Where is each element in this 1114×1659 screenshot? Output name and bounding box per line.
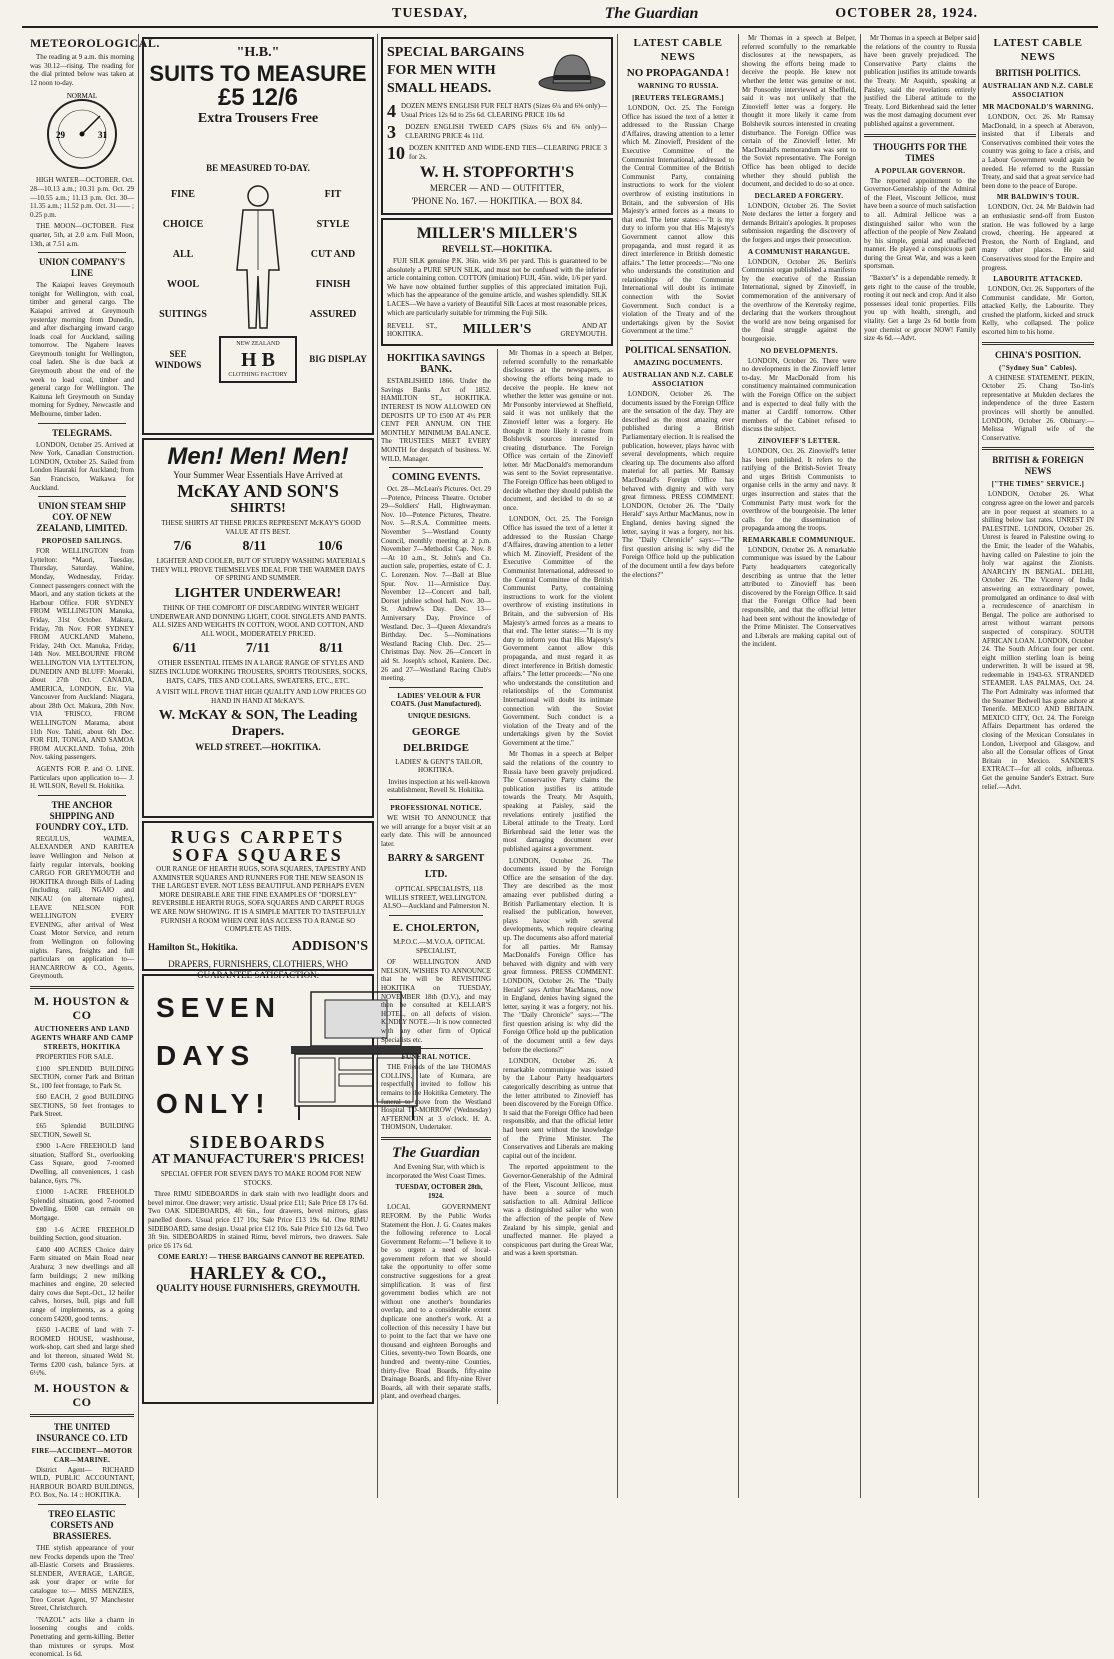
- professional-notice: PROFESSIONAL NOTICE.: [390, 803, 482, 812]
- hb-right-list: FIT STYLE CUT AND FINISH ASSURED: [309, 189, 357, 320]
- underwear-prices: 6/11 7/11 8/11: [172, 641, 344, 657]
- warning-to-russia: WARNING TO RUSSIA.: [637, 82, 719, 90]
- union-company-heading: UNION COMPANY'S LINE: [38, 257, 126, 279]
- underwear-text: THINK OF THE COMFORT OF DISCARDING WINTER WEIGHT UNDERWEAR AND DONNING LIGHT, COOL SINGLETS AND PANTS. ALL SIZES AND WEIGHTS IN COTTON, WOOL AND COTTON, AND ALL WOOL, MODERATELY PRICED.: [149, 603, 367, 638]
- times-service-tag: ["THE TIMES" SERVICE.]: [991, 480, 1085, 489]
- article-text: LONDON, Oct. 26. Mr Ramsay MacDonald, in a speech at Aberavon, insisted that if Liberals and Conservatives combined their votes the country was going to face a crisis, and a Labour Government would again be needed. He referred to the Russian Treaty, and said that a great service had been done to the peace of Europe.: [982, 113, 1094, 190]
- harley-sideboards-advert: [142, 974, 374, 1404]
- labourite-attacked-heading: LABOURITE ATTACKED.: [993, 275, 1083, 284]
- barry-name: BARRY & SARGENT LTD.: [387, 853, 485, 881]
- article-text: LONDON, October 26. A remarkable communique was issued by the Labour Party headquarters categorically describing as untrue that the letter attributed to Zinovieff has been discovered by the Foreign Office. It said that the Foreign Office had been responsible, and that the official letter had been sent without the knowledge of the Prime Minister. The Conservatives and Liberals are making capital out of the incident.: [742, 545, 856, 649]
- list-item: £80 1-6 ACRE FREEHOLD building Section, good situation.: [30, 1225, 134, 1243]
- nazol-text: "NAZOL" acts like a charm in loosening coughs and colds. Penetrating and germ-killing. Better than mixtures or syrups. Most economical. 1s 6d.: [30, 1615, 134, 1659]
- cholerton-name: E. CHOLERTON,: [392, 922, 480, 935]
- cable-association-tag: AUSTRALIAN AND N.Z. CABLE ASSOCIATION: [622, 371, 734, 389]
- men-men-men-title: Men! Men! Men!: [167, 443, 349, 470]
- declared-forgery-heading: DECLARED A FORGERY.: [754, 191, 844, 200]
- lighter-text: LIGHTER AND COOLER, BUT OF STURDY WASHING MATERIALS THEY WILL PROVE THEMSELVES IDEAL FOR THE WARMER DAYS OF SPRING AND SUMMER.: [150, 557, 366, 583]
- seven-days-only: SEVEN DAYS ONLY!: [156, 992, 281, 1119]
- harley-name: HARLEY & CO.,: [189, 1262, 327, 1283]
- column-divider: [738, 34, 739, 1498]
- visit-text: A VISIT WILL PROVE THAT HIGH QUALITY AND LOW PRICES GO HAND IN HAND AT McKAY'S.: [155, 688, 367, 705]
- insurance-agent: District Agent— RICHARD WILD, PUBLIC ACCOUNTANT, HARBOUR BOARD BUILDINGS, P.O. Box, No. 14 :: HOKITIKA.: [30, 1465, 134, 1500]
- gauge-right-label: 31: [98, 130, 107, 141]
- column-divider: [617, 34, 618, 1498]
- mckay-subtitle: Your Summer Wear Essentials Have Arrived at: [173, 470, 343, 480]
- millers-footer-left: REVELL ST., HOKITIKA.: [387, 321, 437, 339]
- union-company-text: The Kaiapoi leaves Greymouth tonight for Wellington, with coal, timber and general cargo. The Kaiapoi arrived at Greymouth yesterday morning from Dunedin, and after discharging inward cargo loads coal for Auckland, sailing tomorrow. The Ngahere leaves Greymouth tonight for Wellington, coal laden. She is due back at Greymouth about the end of the week to load coal, timber and general cargo for Wellington. The Kaituna left Greymouth on Sunday morning for Sydney, Newcastle and Melbourne, timber laden.: [30, 281, 134, 419]
- millers-advert: [381, 218, 613, 346]
- column-divider: [377, 34, 378, 1498]
- article-text: LONDON, Oct. 24. Mr Baldwin had an enthusiastic send-off from Euston station. He was followed by a large crowd, cheering. He appeared at Preston, the North of England, and many other places. He said Conservatives stood for the Empire and progress.: [982, 203, 1094, 272]
- list-item: £1000 1-ACRE FREEHOLD Splendid situation, good 7-roomed Dwelling, £600 can remain on Mortgage.: [30, 1188, 134, 1222]
- thoughts-for-the-times-heading: THOUGHTS FOR THE TIMES: [873, 141, 967, 163]
- telegrams-text: LONDON, October 25. Arrived at New York, Canadian Construction. LONDON, October 25. Sailed from London Hauraki for Auckland; from San Francisco, Waikawa for Auckland.: [30, 440, 134, 492]
- corsets-heading: TREO ELASTIC CORSETS AND BRASSIERES.: [48, 1509, 116, 1542]
- masthead-paper-title: The Guardian: [604, 5, 699, 22]
- latest-cable-news-heading: LATEST CABLE NEWS: [633, 37, 723, 63]
- stopforth-advert: [381, 37, 613, 215]
- mckay-advert: [142, 438, 374, 818]
- millers-footer-right: AND AT GREYMOUTH.: [560, 321, 607, 339]
- communist-harangue-heading: A COMMUNIST HARANGUE.: [747, 247, 851, 256]
- article-text: LONDON, October 26. Berlin's Communist organ published a manifesto by the executive of the Russian International, signed by Zinovieff, in commemoration of the anniversary of the overthrow of the Kerensky regime, declaring that the workers throughout the world are now being organised for the final struggle against the bourgeoisie.: [742, 257, 856, 343]
- column-7: [982, 34, 1094, 1498]
- column-3-news-text: Mr Thomas in a speech at Belper, referred scornfully to the remarkable disclosures at the newspapers, as showing the efforts being made to deceive the people. He knew not whether the letter was genuine or not. Mr Ponsonby interviewed at Sheffield, said it was not unlikely that the Zinovieff letter was a forgery. He thought it more likely it came from Bolshevik sources interested in creating disturbance. The Foreign Office was certain of the Zinovieff letter. Mr MacDonald's memorandum was sent to the Soviet representative. The Foreign Office has been obliged to decide whether they should publish the document, and decided to do so at once. LONDON, Oct. 25. The Foreign Office has issued the text of a letter it addressed to the Russian Charge d'Affaires, drawing attention to a letter which M. Zinovieff, President of the Executive Committee of the Communist International, addressed to the Central Committee of the British Communist Party, containing instructions to work for the violent overthrow of existing institutions in Britain, and the subversion of His Majesty's armed forces as a means to that end. The letter states:—"It is my duty to inform you that His Majesty's Government cannot allow this propaganda, and must regard it as direct interference in British domestic affairs." The letter proceeds:—"No one who understands the constitution and relationships of the Communist International will doubt its intimate connection with the Soviet Government. Such conduct is a violation of the Treaty and of the undertakings given by the Soviet Government at the time." Mr Thomas in a speech at Belper said the relations of the country to Russia have been gravely prejudiced. The Conservative Party claims the publication justifies its attitude towards the Treaty. Mr Asquith, speaking at Paisley, said the revelations entirely justified the Liberal attitude to the Treaty. Lord Birkenhead said the letter was the most damaging document ever published against a government. LONDON, October 26. The documents issued by the Foreign Office are the sensation of the day. They are described as the most amazing ever published during a British Parliamentary election. It is realised the publication, however, plays havoc with several developments, which require clearing up. The documents also afford material for all parties. Mr Ramsay MacDonald's Foreign Office has behaved with dignity and with very great firmness. PRESS COMMENT. LONDON, October 26. The "Daily Herald" says Arthur MacManus, now in England, denies having signed the letter, saying it was a forgery, not his. The "Daily Chronicle" says:—"The first question arising is: why did the Foreign Office hold up the publication of the document until a few days before the elections?" LONDON, October 26. A remarkable communique was issued by the Labour Party headquarters categorically describing as untrue that the letter attributed to Zinovieff has been discovered by the Foreign Office. It said that the Foreign Office had been responsible, and that the official letter had been sent without the knowledge of the Prime Minister. The Conservatives and Liberals are making capital out of the incident. The reported appointment to the Governor-Generalship of the Admiral of the Fleet, Viscount Jellicoe, must have been a source of much satisfaction to all. Admiral Jellicoe was a distinguished sailor who won the affection of the people of New Zealand by his simple, genial and unaffected manner. He played a conspicuous part during the Great War, and was a keen sportsman.: [497, 349, 613, 1404]
- british-foreign-news-heading: BRITISH & FOREIGN NEWS: [992, 455, 1084, 477]
- shirts-heading: SHIRTS!: [230, 501, 286, 516]
- reuters-tag: [REUTERS TELEGRAMS.]: [632, 94, 724, 102]
- hb-quote: "H.B.": [236, 45, 280, 60]
- cholerton-text: OF WELLINGTON AND NELSON, WISHES TO ANNOUNCE that he will be REVISITING HOKITIKA on TUESDAY, NOVEMBER 18th (D.V.), and may then be consulted at KELLAR'S HOTEL, on all defects of vision. KINDLY NOTE.—It is now connected with any other firm of Optical Specialists etc.: [381, 958, 491, 1044]
- no-propaganda-heading: NO PROPAGANDA !: [626, 67, 730, 79]
- ladies-coats: LADIES' VELOUR & FUR COATS. (Just Manufactured).: [390, 691, 482, 709]
- addison-location: Hamilton St., Hokitika.: [148, 941, 238, 952]
- high-water-text: HIGH WATER—OCTOBER. Oct. 28—10.13 a.m.; 10.31 p.m. Oct. 29—10.55 a.m.; 11.13 p.m. Oct. 30—11.35 a.m.; 11.52 p.m. Oct. 31—— ; 0.25 p.m.: [30, 176, 134, 219]
- hb-measure: BE MEASURED TO-DAY.: [206, 163, 310, 173]
- barry-sub: OPTICAL SPECIALISTS, 118 WILLIS STREET, WELLINGTON. ALSO—Auckland and Palmerston N.: [382, 885, 490, 911]
- man-in-suit-icon: [223, 180, 293, 330]
- list-item: £60 EACH, 2 good BUILDING SECTIONS, 50 feet frontages to Park Street.: [30, 1093, 134, 1119]
- millers-heading: MILLER'S MILLER'S: [416, 225, 578, 242]
- sydney-sun-tag: ("Sydney Sun" Cables).: [999, 363, 1077, 372]
- chinas-position-heading: CHINA'S POSITION.: [994, 349, 1082, 360]
- column-2: [142, 34, 374, 1498]
- hb-price: £5 12/6: [217, 84, 299, 111]
- baxters-advert-text: "Baxter's" is a dependable remedy. It gets right to the cause of the trouble, rooting it out neck and crop. And it also possesses ideal tonic properties. Fills you up with health, strength, and vitality. Get a large 2s 6d bottle from your chemist or grocer NOW! Family size 4s 6d.—Advt.: [864, 274, 976, 343]
- list-item: 3 DOZEN ENGLISH TWEED CAPS (Sizes 6¼ and 6⅜ only)—CLEARING PRICE 4s 11d.: [387, 122, 607, 142]
- stopforth-sub: MERCER — AND — OUTFITTER,: [429, 183, 565, 193]
- list-item: £100 SPLENDID BUILDING SECTION, corner Park and Brittan St., 100 feet frontage, to Park St.: [30, 1064, 134, 1090]
- addisons-advert: [142, 821, 374, 980]
- hb-left-list: FINE CHOICE ALL WOOL SUITINGS: [159, 189, 207, 320]
- article-text: LONDON, October 26. There were no developments in the Zinovieff letter to-day. Mr MacDonald from his constituency maintained communication with the Foreign Office on the subject and is expected to deal fully with the matter at Cardiff tomorrow. Other members of the Cabinet refused to discuss the subject.: [742, 356, 856, 434]
- moon-text: THE MOON—OCTOBER. First quarter, 5th, at 2.0 a.m. Full Moon, 13th, at 7.51 a.m.: [30, 222, 134, 248]
- barry-text: WE WISH TO ANNOUNCE that we will arrange for a buyer visit at an early date. This will be announced later.: [381, 813, 491, 848]
- telegrams-heading: TELEGRAMS.: [52, 427, 112, 438]
- delbridge-sub: LADIES' & GENT'S TAILOR, HOKITIKA.: [395, 757, 483, 775]
- column-3: [381, 34, 613, 1498]
- millers-footer-center: MILLER'S: [462, 322, 532, 338]
- political-sensation-heading: POLITICAL SENSATION.: [625, 345, 731, 356]
- article-text: LONDON, October 26. What congress agree on the lower and parcels are in poor request at steamers to a shilling below last rates. UNREST IN PALESTINE. LONDON, October 26. Unrest is feared in Palestine owing to the Emir, the leader of the Wahabis, having called on Palestine to join the holy war against the Zionists. ANARCHY IN BENGAL. DELHI, October 26. The Viceroy of India answering an extraordinary power, promulgated an ordinance to deal with a recrudescence of anarchism in Bengal. The police are authorised to arrest without warrant persons suspected of conspiracy. SOUTH AFRICAN LOAN. LONDON, October 24. The South African four per cent. eight million sterling loan is being underwritten. It will be issued at 98, redeemable in 1943-63. STRANDED STEAMER. LAS PALMAS, Oct. 24. The Port Admiralty was informed that the Steamer Bedwell has gone ashore at Tenerife. MEXICO AND BRITAIN. MEXICO CITY, Oct. 24. The Foreign Affairs Department has ordered the closing of the Mexican Consulates in London, Liverpool and Glasgow, and also all the Consular offices of Great Britain in Mexico. SANDER'S EXTRACT—for all colds, influenza. Get the genuine Sander's Extract. Sure relief.—Advt.: [982, 490, 1094, 791]
- zinovieffs-letter-heading: ZINOVIEFF'S LETTER.: [757, 436, 841, 445]
- anchor-shipping-heading: THE ANCHOR SHIPPING AND FOUNDRY COY., LTD.: [35, 799, 129, 832]
- mckay-shop-name: McKAY AND SON'S: [177, 481, 339, 501]
- sofa-squares-heading: SOFA SQUARES: [172, 845, 344, 865]
- stopforth-name: W. H. STOPFORTH'S: [419, 164, 575, 181]
- sideboards-subheading: AT MANUFACTURER'S PRICES!: [151, 1152, 365, 1167]
- shirts-text: THESE SHIRTS AT THESE PRICES REPRESENT McKAY'S GOOD VALUE AT ITS BEST.: [161, 519, 361, 536]
- shirt-prices: 7/6 8/11 10/6: [173, 539, 343, 555]
- union-steam-ship-heading: UNION STEAM SHIP COY. OF NEW ZEALAND, LIMITED.: [36, 501, 128, 534]
- houston-heading: M. HOUSTON & CO: [33, 993, 131, 1022]
- funeral-notice-heading: FUNERAL NOTICE.: [401, 1053, 471, 1062]
- column-6: [864, 34, 976, 1498]
- article-text: LONDON, Oct. 25. The Foreign Office has issued the text of a letter it addressed to the Russian Charge d'Affaires, drawing attention to a letter which M. Zinovieff, President of the Executive Committee of the Communist International, addressed to the Central Committee of the British Communist Party, containing instructions to work for the violent overthrow of existing institutions in Britain, and the subversion of His Majesty's armed forces as a means to that end. The letter states:—"It is my duty to inform you that His Majesty's Government cannot allow this propaganda, and must regard it as direct interference in British domestic affairs." The letter proceeds:—"No one who understands the constitution and relationships of the Communist International will doubt its intimate connection with the Soviet Government. Such conduct is a violation of the Treaty and of the undertakings given by the Soviet Government at the time.": [622, 104, 734, 336]
- savings-bank-heading: HOKITIKA SAVINGS BANK.: [387, 353, 485, 376]
- special-sub-1: FOR MEN WITH: [387, 63, 496, 78]
- hb-suits-advert: [142, 37, 374, 435]
- masthead-day: TUESDAY,: [392, 6, 468, 21]
- mckay-footer: W. McKAY & SON, The Leading Drapers.: [158, 708, 358, 740]
- article-text: Mr Thomas in a speech at Belper said the relations of the country to Russia have been gravely prejudiced. The Conservative Party claims the publication justifies its attitude towards the Treaty. Mr Asquith, speaking at Paisley, said the revelations entirely justified the Liberal attitude to the Treaty. Lord Birkenhead said the letter was the most damaging document ever published against a government.: [864, 34, 976, 128]
- list-item: £65 Splendid BUILDING SECTION, Sewell St.: [30, 1122, 134, 1139]
- column-divider: [860, 34, 861, 1498]
- meteorological-text: The reading at 9 a.m. this morning was 30.12—rising. The reading for the dial printed below was taken at 12 noon to-day.: [30, 53, 134, 87]
- hb-logo: NEW ZEALAND H B CLOTHING FACTORY: [219, 336, 297, 383]
- delbridge-name: GEORGE DELBRIDGE: [402, 725, 470, 754]
- column-divider: [978, 34, 979, 1498]
- mckay-street: WELD STREET.—HOKITIKA.: [195, 742, 321, 753]
- sailings-agent: AGENTS FOR P. and O. LINE. Particulars upon application to— J. H. WILSON, Revell St. Hokitika.: [30, 765, 134, 791]
- come-early: COME EARLY! — THESE BARGAINS CANNOT BE REPEATED.: [157, 1253, 365, 1262]
- houston-subheading: AUCTIONEERS AND LAND AGENTS WHARF AND CAMP STREETS, HOKITIKA: [30, 1024, 134, 1051]
- houston-property-list: [30, 1053, 134, 1378]
- sideboards-text: Three RIMU SIDEBOARDS in dark stain with two leadlight doors and bevel mirror. One drawer; very artistic. Usual price £11; Sale Price £8 17s 6d. Two OAK SIDEBOARDS, 4ft 6in., four drawers, bevel mirrors, glass panelled doors. Usual price £17 10s; Sale Price £13 19s 6d. One RIMU SIDEBOARD, same design. Usual price £12 10s. Sale Price £10 12s 6d. Two 3ft 9in. SIDEBOARDS in stained Rimu, bevel mirrors, two drawers. Sale price £6 17s 6d.: [148, 1190, 368, 1250]
- corsets-text: THE stylish appearance of your new Frocks depends upon the 'Treo' all-Elastic Corsets and Brassieres. SLENDER, AVERAGE, LARGE, ask your draper or write for catalogue to:— MISS MENZIES, Treo Corset Agent, 97 Manchester Street, Christchurch.: [30, 1544, 134, 1613]
- list-item: £900 1-Acre FREEHOLD land situation, Stafford St., overlooking Cass Square, good 7-roomed Dwelling, all conveniences, 1 cash balance, 6yrs. 7%.: [30, 1142, 134, 1185]
- cable-association-tag: AUSTRALIAN AND N.Z. CABLE ASSOCIATION: [982, 82, 1094, 99]
- amazing-documents: AMAZING DOCUMENTS.: [633, 359, 723, 368]
- millers-sub: REVELL ST.—HOKITIKA.: [441, 244, 553, 254]
- insurance-subheading: FIRE—ACCIDENT—MOTOR CAR—MARINE.: [31, 1446, 133, 1464]
- insurance-heading: THE UNITED INSURANCE CO. LTD: [36, 1421, 128, 1443]
- underwear-heading: LIGHTER UNDERWEAR!: [174, 585, 342, 601]
- special-bargains-heading: SPECIAL BARGAINS: [387, 45, 525, 60]
- special-sub-2: SMALL HEADS.: [387, 81, 492, 96]
- macdonald-warning-heading: MR MACDONALD'S WARNING.: [982, 103, 1094, 111]
- rugs-text: OUR RANGE OF HEARTH RUGS, SOFA SQUARES, TAPESTRY AND AXMINSTER SQUARES AND RUNNERS FOR THE NEW SEASON IS THE LARGEST EVER. NOT LESS BEAUTIFUL AND PERHAPS EVEN MORE DESIRABLE ARE THE FINE EXAMPLES OF "DORSLEY" REVERSIBLE HEARTH RUGS, SOFA SQUARES AND CARPET RUGS WE ARE NOW SHOWING. IT IS A SIMPLE MATTER TO TASTEFULLY FURNISH A ROOM WHEN ONE HAS ACCESS TO A RANGE SO COMPLETE AS THIS.: [150, 865, 366, 934]
- list-item: £400 400 ACRES Choice dairy Farm situated on Main Road near Arahura; 3 new dwellings and all farm buildings; 2 new milking machines and engine, 20 selected dairy cows due Sept.-Oct., 12 heifer calves, horses, bull, pigs and full range of implements, as a going concern £4200, good terms.: [30, 1245, 134, 1323]
- article-text: A CHINESE STATEMENT. PEKIN, October 25. Chang Tso-lin's representative at Mukden declares the independence of the three Eastern provinces will shortly be annulled. LONDON, October 26. Obituary:—Melissa Wignall wife of the Conservative.: [982, 373, 1094, 442]
- article-text: LONDON, October 26. The Soviet Note declares the letter a forgery and demands Britain's apologies. It proposes submission regarding the discovery of the forgers and urges their prosecution.: [742, 201, 856, 245]
- list-item: 4 DOZEN MEN'S ENGLISH FUR FELT HATS (Sizes 6¼ and 6⅜ only)—Usual Prices 12s 6d to 25s 6d. CLEARING PRICE 10s 6d: [387, 101, 607, 121]
- rugs-carpets-heading: RUGS CARPETS: [170, 827, 346, 847]
- british-politics-heading: BRITISH POLITICS.: [995, 68, 1081, 78]
- masthead: [22, 2, 1098, 28]
- guardian-editorial-title: The Guardian: [392, 1144, 480, 1161]
- hat-icon: [537, 49, 607, 93]
- article-text: The reported appointment to the Governor-Generalship of the Admiral of the Fleet, Viscount Jellicoe, must have been a source of much satisfaction to all. Admiral Jellicoe was a distinguished sailor who won the affection of the people of New Zealand by his simple, genial and unaffected manner. He played a conspicuous part during the Great War, and was a keen sportsman.: [864, 176, 976, 271]
- coming-events-text: Oct. 28—McLean's Pictures. Oct. 29—Potence, Princess Theatre. October 29—Soldiers' Hall, Highwayman. Nov. 10—Potence Pictures, Theatre. Nov. 5—R.S.A. Committee meets. November 5—Westland County Council, monthly meeting at 2 p.m. November 7—Methodist Cap. Nov. 8—At 10 a.m., St. John's and Co. auction sale, properties, estate of C. J. C. Lorenzen. Nov. 7—Ball at Blue Spur. Nov. 11—Armistice Day. November 12—Concert and ball, Dorset jubilee school hall. Nov. 30—St. Andrew's Day. Dec. 13—Anniversary Day, Province of Westland. Dec. 3—Queen Alexandra's Birthday. Dec. 5—Nominations Westland Racing Club. Dec. 25—Christmas Day. Nov. 26—Concert in aid St. Joseph's school, Kaniere. Dec. 26 and 27—Westland Racing Club's meeting.: [381, 485, 491, 683]
- column-divider: [138, 34, 139, 1498]
- gauge-normal-label: NORMAL: [66, 92, 98, 101]
- other-essentials-text: OTHER ESSENTIAL ITEMS IN A LARGE RANGE OF STYLES AND SIZES INCLUDE WORKING TROUSERS, SPORTS TROUSERS, SOCKS, HATS, CAPS, TIES AND COLLARS, SWEATERS, ETC., ETC.: [149, 659, 367, 685]
- column-5: [742, 34, 856, 1498]
- popular-governor-heading: A POPULAR GOVERNOR.: [874, 166, 966, 175]
- sailings-text: FOR WELLINGTON from Lyttelton: *Maori, Tuesday, Thursday, Saturday. Wahine, Monday, Wednesday, Friday. Connect passengers connect with the Maori, and any station tickets at the Harbour Office. FOR SYDNEY FROM WELLINGTON Manuka, Friday, 31st October. Makura, Friday, 7th Nov. FOR SYDNEY FROM AUCKLAND Maheno, Friday, 24th Oct. Manuka, Friday, 14th Nov. MELBOURNE FROM WELLINGTON VIA LYTTELTON, DUNEDIN AND BLUFF: Moeraki, about 27th Oct. CANADA, AMERICA, LONDON, Etc. Via Vancouver from Auckland: Niagara, about 28th Oct. Makura, 20th Nov. VIA 'FRISCO, FROM WELLINGTON Marama, about 11th Nov. Tahiti, about 6th Dec. FOR FIJI, TONGA, AND SAMOA FROM AUCKLAND. Tofua, 20th Nov. taking passengers.: [30, 547, 134, 762]
- column-1: [30, 34, 160, 1659]
- article-text: LONDON, Oct. 26. Zinovieff's letter has been published. It refers to the ratifying of the British-Soviet Treaty and urges British Communists to organise cells in the army and navy. It urges insurrection and states that the Communist Party must work for the overthrow of the bourgeoisie. The letter calls for the dissemination of propaganda among the troops.: [742, 446, 856, 533]
- cholerton-sub: M.P.O.C.—M.V.O.A. OPTICAL SPECIALIST,: [393, 938, 485, 955]
- list-item: £650 1-ACRE of land with 7-ROOMED HOUSE, washhouse, work-shop, cart shed and large shed and lot thereon, situated Weld St. Terms £200 cash, balance 5yrs. at 6½%.: [30, 1326, 134, 1378]
- houston-footer: M. HOUSTON & CO: [33, 1380, 131, 1409]
- list-item: PROPERTIES FOR SALE.: [36, 1052, 114, 1061]
- addison-subtitle: DRAPERS, FURNISHERS, CLOTHIERS, WHO GUARANTEE SATISFACTION.: [168, 958, 348, 980]
- masthead-date: OCTOBER 28, 1924.: [835, 6, 978, 21]
- stopforth-phone: 'PHONE No. 167. — HOKITIKA. — BOX 84.: [411, 196, 583, 206]
- remarkable-communique-heading: REMARKABLE COMMUNIQUE.: [742, 535, 856, 544]
- addison-name: ADDISON'S: [291, 938, 368, 954]
- guardian-editorial-sub: And Evening Star, with which is incorporated the West Coast Times.: [386, 1162, 486, 1180]
- hb-big-display: BIG DISPLAY: [309, 354, 367, 365]
- no-developments-heading: NO DEVELOPMENTS.: [760, 346, 838, 355]
- column-4: [622, 34, 734, 1498]
- coming-events-heading: COMING EVENTS.: [391, 472, 481, 484]
- hb-see-windows: SEE WINDOWS: [154, 348, 202, 370]
- sideboards-heading: SIDEBOARDS: [189, 1132, 327, 1152]
- harley-subtitle: QUALITY HOUSE FURNISHERS, GREYMOUTH.: [156, 1282, 360, 1293]
- hb-figure-row: [148, 180, 368, 330]
- gauge-left-label: 29: [56, 130, 65, 141]
- meteorological-heading: METEOROLOGICAL.: [30, 36, 160, 50]
- anchor-shipping-text: REGULUS, WAIMEA, ALEXANDER AND KARITEA leave Wellington and Nelson at fairly regular intervals, booking CARGO FOR GREYMOUTH and HOKITIKA through Bills of Lading (including rail). NGAIO and NIKAU (on alternate nights), LEAVE NELSON FOR WELLINGTON EVERY EVENING, after arrival of West Coast Motor Service, and return from Wellington on following nights. Fares, freights and full particulars on application to— HANCARROW & CO., Agents, Greymouth.: [30, 834, 134, 981]
- unique-designs: UNIQUE DESIGNS.: [407, 711, 471, 720]
- barometer-dial-icon: [40, 90, 124, 174]
- savings-bank-text: ESTABLISHED 1866. Under the Savings Banks Act of 1852. HAMILTON ST., HOKITIKA. INTEREST IS NOW ALLOWED ON DEPOSITS UP TO £500 AT 4½ PER CENT PER ANNUM. ON THE MONTHLY MINIMUM BALANCE. The TRUSTEES MEET EVERY MONTH for despatch of business. W. WILD, Manager.: [381, 377, 491, 463]
- list-item: 10 DOZEN KNITTED AND WIDE-END TIES—CLEARING PRICE 3 for 2s.: [387, 143, 607, 163]
- article-text: LONDON, Oct. 26. Supporters of the Communist candidate, Mr Gorton, attacked Kelly, the Labourite. They crushed the platform, kicked and struck Kelly, who collapsed. The police escorted him to his home.: [982, 285, 1094, 337]
- article-text: Mr Thomas in a speech at Belper, referred scornfully to the remarkable disclosures at the newspapers, as showing the efforts being made to deceive the people. He knew not whether the letter was genuine or not. Mr Ponsonby interviewed at Sheffield, said it was not unlikely that the Zinovieff letter was a forgery. He thought it more likely it came from Bolshevik sources interested in creating disturbance. The Foreign Office was certain of the Zinovieff letter. Mr MacDonald's memorandum was sent to the Soviet representative. The Foreign Office has been obliged to decide whether they should publish the document, and decided to do so at once.: [742, 34, 856, 189]
- millers-text: FUJI SILK genuine P.K. 36in. wide 3/6 per yard. This is guaranteed to be absolutely a PURE SPUN SILK, and must not be confused with the inferior article containing cotton. COTTON (imitation) FUJI, 45in. wide, 1/6 per yard. We have now obtained further supplies of this appreciated imitation Fuji, which has the appearance of the genuine article, and washes splendidly. SILK LACES—We have a variety of Beautiful Silk Laces at most reasonable prices, which are particularly suitable for trimming the Fuji Silk.: [387, 257, 607, 317]
- guardian-editorial-text: LOCAL GOVERNMENT REFORM. By the Public Works Statement the Hon. J. G. Coates makes the following reference to Local Government Reform:—"I believe it to be so urgent a need of local-government reform that we should take the opportunity to offer some constructive suggestions for a great simplification. It was of first government bodies which are not without one another's boundaries overlap, and to a considerable extent duplicate one another's work. At a collection of this necessity I have but to point to the fact that we have one thousand and eighteen Boroughs and Cities, seventy-two Town Boards, one hundred and twenty-nine Counties, thirty-five Road Boards, fifty-nine Drainage Boards, and fifty-nine River Boards, all with their separate staffs, plant, and overhead charges.: [381, 1203, 491, 1401]
- guardian-editorial-date: TUESDAY, OCTOBER 28th, 1924.: [395, 1183, 483, 1200]
- baldwin-tour-heading: MR BALDWIN'S TOUR.: [996, 193, 1080, 202]
- latest-cable-news-heading-2: LATEST CABLE NEWS: [993, 37, 1083, 63]
- proposed-sailings-heading: PROPOSED SAILINGS.: [41, 537, 123, 546]
- funeral-notice-text: THE Friends of the late THOMAS COLLINS, late of Kumara, are respectfully invited to follow his remains to the Hokitika Cemetery. The funeral to move from the Westland Hospital TO-MORROW (Wednesday) AFTERNOON at 3 o'clock. H. A. THOMSON, Undertaker.: [381, 1063, 491, 1132]
- hb-extra-trousers: Extra Trousers Free: [197, 111, 319, 126]
- hb-title: SUITS TO MEASURE: [149, 61, 367, 86]
- sideboards-note: SPECIAL OFFER FOR SEVEN DAYS TO MAKE ROOM FOR NEW STOCKS.: [160, 1170, 362, 1187]
- delbridge-text: Invites inspection at his well-known establishment, Revell St. Hokitika.: [387, 777, 490, 795]
- article-text: LONDON, October 26. The documents issued by the Foreign Office are the sensation of the day. They are described as the most amazing ever published during a British Parliamentary election. It is realised the publication, however, plays havoc with several developments, which require clearing up. The documents also afford material for all parties. Mr Ramsay MacDonald's Foreign Office has behaved with dignity and with very great firmness. PRESS COMMENT. LONDON, October 26. The "Daily Herald" says Arthur MacManus, now in England, denies having signed the letter, saying it was a forgery, not his. The "Daily Chronicle" says:—"The first question arising is: why did the Foreign Office hold up the publication of the document until a few days before the elections?": [622, 390, 734, 579]
